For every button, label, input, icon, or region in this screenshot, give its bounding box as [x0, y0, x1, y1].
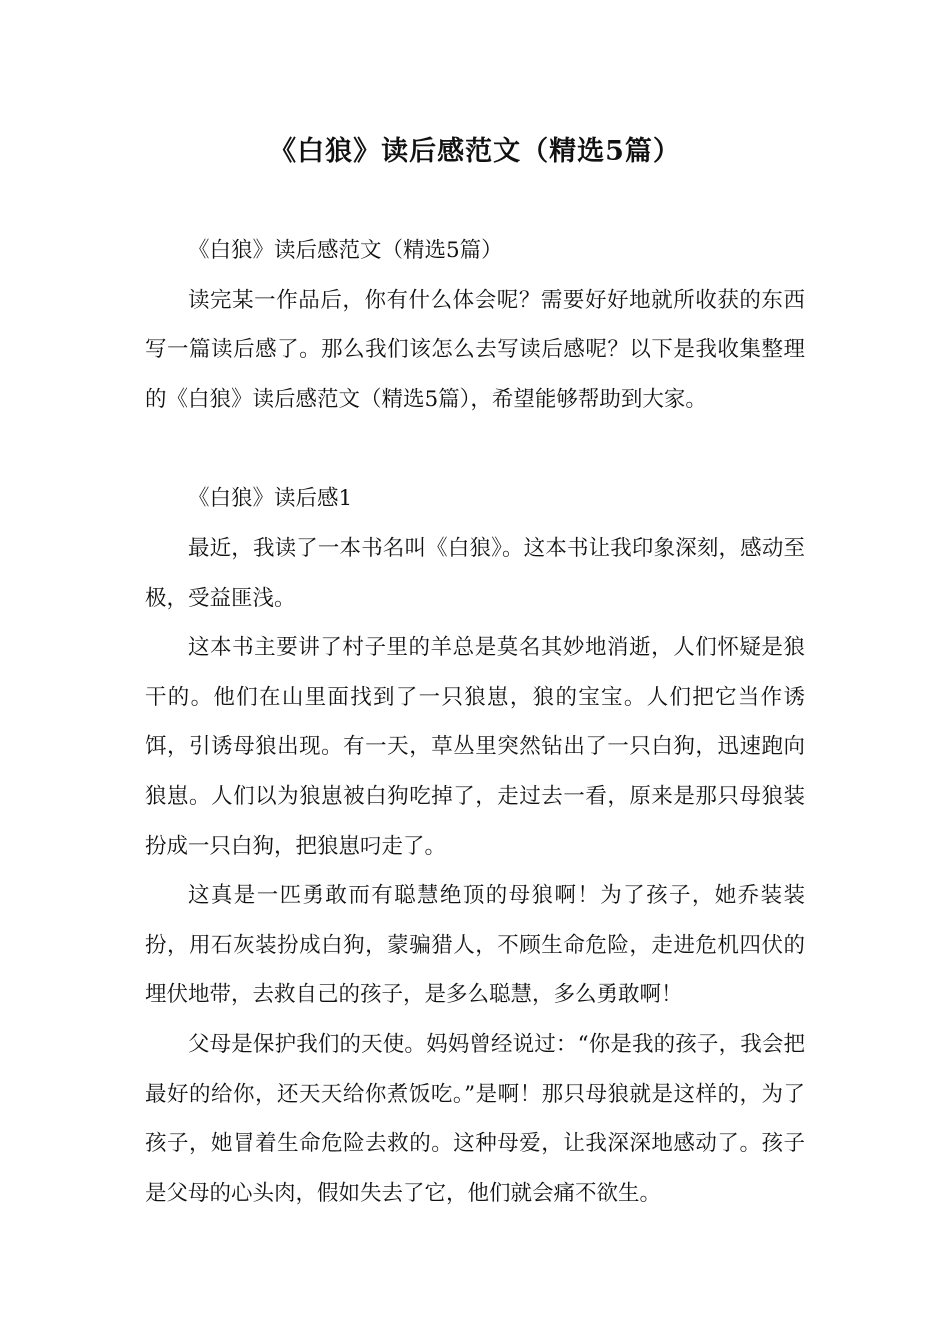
body-paragraph: 这真是一匹勇敢而有聪慧绝顶的母狼啊！为了孩子，她乔装装扮，用石灰装扮成白狗，蒙骗猎人，不顾生命危险，走进危机四伏的埋伏地带，去救自己的孩子，是多么聪慧，多么勇敢啊！: [145, 883, 805, 1008]
document-title: 《白狼》读后感范文（精选5篇）: [269, 136, 681, 167]
intro-paragraph: 读完某一作品后，你有什么体会呢？需要好好地就所收获的东西写一篇读后感了。那么我们该怎么去写读后感呢？以下是我收集整理的《白狼》读后感范文（精选5篇），希望能够帮助到大家。: [145, 287, 805, 412]
body-paragraph: 最近，我读了一本书名叫《白狼》。这本书让我印象深刻，感动至极，受益匪浅。: [145, 535, 805, 611]
subtitle-paragraph: 《白狼》读后感范文（精选5篇）: [188, 238, 503, 263]
document-body: [145, 226, 805, 1218]
blank-line: [145, 424, 805, 474]
body-paragraph: 这本书主要讲了村子里的羊总是莫名其妙地消逝，人们怀疑是狼干的。他们在山里面找到了一只狼崽，狼的宝宝。人们把它当作诱饵，引诱母狼出现。有一天，草丛里突然钻出了一只白狗，迅速跑向狼崽。人们以为狼崽被白狗吃掉了，走过去一看，原来是那只母狼装扮成一只白狗，把狼崽叼走了。: [145, 635, 805, 859]
body-paragraph: 父母是保护我们的天使。妈妈曾经说过：“你是我的孩子，我会把最好的给你，还天天给你煮饭吃。”是啊！那只母狼就是这样的，为了孩子，她冒着生命危险去救的。这种母爱，让我深深地感动了。孩子是父母的心头肉，假如失去了它，他们就会痛不欲生。: [145, 1031, 805, 1206]
section-heading: 《白狼》读后感1: [188, 486, 353, 512]
